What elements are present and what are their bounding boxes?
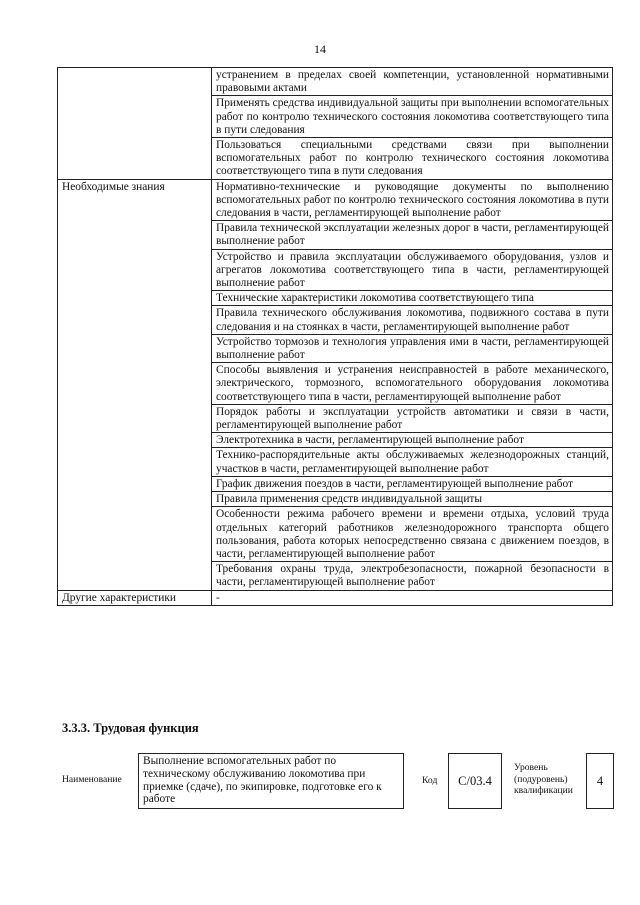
knowledge-table (57, 67, 613, 606)
code-label: Код (422, 775, 438, 786)
empty-label-cell (58, 562, 212, 590)
empty-label-cell (58, 138, 212, 180)
empty-label-cell (58, 433, 212, 448)
table-row (58, 179, 613, 221)
knowledge-cell: Устройство и правила эксплуатации обслуживаемого оборудования, узлов и агрегатов локомотива соответствующего типа в части, регламентирующей выполнение работ (212, 249, 613, 291)
other-characteristics-value: - (212, 590, 613, 605)
function-code-box: C/03.4 (448, 753, 502, 809)
empty-label-cell (58, 291, 212, 306)
empty-label-cell (58, 249, 212, 291)
empty-label-cell (58, 68, 212, 96)
knowledge-cell: График движения поездов в части, регламентирующей выполнение работ (212, 476, 613, 491)
table-row (58, 249, 613, 291)
knowledge-cell: Устройство тормозов и технология управления ими в части, регламентирующей выполнение работ (212, 334, 613, 362)
table-row (58, 363, 613, 405)
table-row (58, 476, 613, 491)
knowledge-cell: Правила применения средств индивидуальной защиты (212, 492, 613, 507)
knowledge-cell: Порядок работы и эксплуатации устройств автоматики и связи в части, регламентирующей выполнение работ (212, 404, 613, 432)
empty-label-cell (58, 476, 212, 491)
other-characteristics-label: Другие характеристики (58, 590, 212, 605)
table-row (58, 138, 613, 180)
knowledge-label: Необходимые знания (58, 179, 212, 221)
table-row (58, 291, 613, 306)
empty-label-cell (58, 448, 212, 476)
knowledge-cell: Нормативно-технические и руководящие документы по выполнению вспомогательных работ по контролю технического состояния локомотива в пути следования в части, регламентирующей выполнение работ (212, 179, 613, 221)
function-name-box: Выполнение вспомогательных работ по техническому обслуживанию локомотива при приемке (сдаче), по экипировке, подготовке его к работе (138, 753, 404, 809)
empty-label-cell (58, 492, 212, 507)
table-row (58, 404, 613, 432)
empty-label-cell (58, 334, 212, 362)
knowledge-cell: Технические характеристики локомотива соответствующего типа (212, 291, 613, 306)
table-row (58, 306, 613, 334)
name-label: Наименование (62, 774, 122, 785)
table-row (58, 590, 613, 605)
knowledge-cell: Способы выявления и устранения неисправностей в работе механического, электрического, тормозного, вспомогательного оборудования локомотива соответствующего типа в части, регламентирующей выполнение работ (212, 363, 613, 405)
table-row (58, 433, 613, 448)
knowledge-cell: Особенности режима рабочего времени и времени отдыха, условий труда отдельных категорий работников железнодорожного транспорта общего пользования, работа которых непосредственно связана с движением поездов, в части, регламентирующей выполнение работ (212, 507, 613, 562)
qualification-level-box: 4 (586, 753, 614, 809)
skill-cell: Пользоваться специальными средствами связи при выполнении вспомогательных работ по контролю технического состояния локомотива соответствующего типа в пути следования (212, 138, 613, 180)
table-row (58, 334, 613, 362)
table-row (58, 507, 613, 562)
knowledge-cell: Технико-распорядительные акты обслуживаемых железнодорожных станций, участков в части, регламентирующей выполнение работ (212, 448, 613, 476)
knowledge-cell: Электротехника в части, регламентирующей выполнение работ (212, 433, 613, 448)
knowledge-cell: Требования охраны труда, электробезопасности, пожарной безопасности в части, регламентирующей выполнение работ (212, 562, 613, 590)
table-row (58, 448, 613, 476)
table-row (58, 562, 613, 590)
empty-label-cell (58, 404, 212, 432)
knowledge-cell: Правила технической эксплуатации железных дорог в части, регламентирующей выполнение работ (212, 221, 613, 249)
table-row (58, 221, 613, 249)
empty-label-cell (58, 306, 212, 334)
empty-label-cell (58, 507, 212, 562)
skill-cell: устранением в пределах своей компетенции, установленной нормативными правовыми актами (212, 68, 613, 96)
section-heading: 3.3.3. Трудовая функция (62, 721, 199, 735)
table-row (58, 68, 613, 96)
skill-cell: Применять средства индивидуальной защиты при выполнении вспомогательных работ по контролю технического состояния локомотива соответствующего типа в пути следования (212, 96, 613, 138)
empty-label-cell (58, 96, 212, 138)
empty-label-cell (58, 221, 212, 249)
empty-label-cell (58, 363, 212, 405)
table-row (58, 96, 613, 138)
table-row (58, 492, 613, 507)
page-number: 14 (314, 42, 326, 56)
knowledge-cell: Правила технического обслуживания локомотива, подвижного состава в пути следования и на стоянках в части, регламентирующей выполнение работ (212, 306, 613, 334)
level-label: Уровень (подуровень) квалификации (514, 762, 573, 796)
